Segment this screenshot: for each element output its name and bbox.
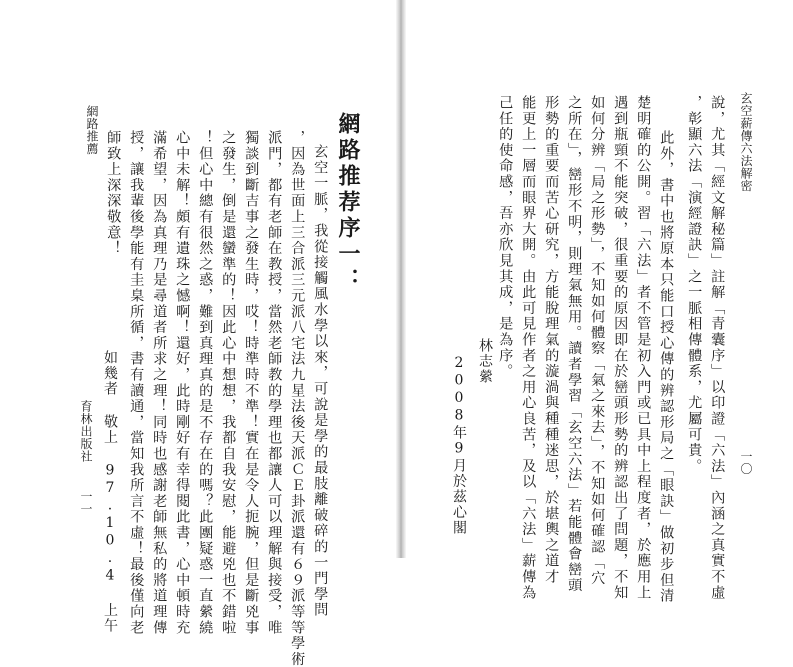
body-column-9: 能更上一層而眼界大開。由此可見作者之用心良苦，及以「六法」薪傳為 <box>520 95 537 601</box>
body-column-2: ，因為世面上三合派三元派八宅法九星法後天派ＣＥ卦派還有６９派等等學術 <box>289 130 306 667</box>
page-number-left: 一一 <box>79 490 93 515</box>
body-column-6: ！但心中總有很然之惑，難到真理真的是不存在的嗎？此團疑惑一直縈繞 <box>197 130 214 636</box>
body-column-4: 獨談到斷吉事之發生時，哎！時準時不準！實在是令人扼腕，但是斷兇事 <box>243 130 260 636</box>
body-column-1: 玄空一脈，我從接觸風水學以來，可說是學的最肢離破碎的一門學問 <box>312 144 329 618</box>
body-column-1: 說，尤其「經文解秘篇」註解「青囊序」以印證「六法」內涵之真實不虛 <box>709 95 726 601</box>
body-column-5: 之發生，倒是還蠻準的！因此心中想想，我都自我安慰，能避兇也不錯啦 <box>220 130 237 636</box>
body-column-8: 形勢的重要而苦心研究，方能脫理氣的漩渦與種種迷思，於堪輿之道才 <box>543 95 560 585</box>
author-signature-name: 林志縈 <box>477 338 493 385</box>
author-signature-date: 2008年9月於茲心閣 <box>451 355 467 536</box>
right-page <box>400 0 793 604</box>
running-header-right: 玄空薪傳六法解密 <box>739 92 753 192</box>
page-heading: 網路推荐序一： <box>335 112 361 294</box>
body-column-9: 授，讓我輩後學能有圭臬所循，書有讀通，當知我所言不虛！最後僅向老 <box>128 130 145 636</box>
body-column-10: 己任的使命感，吾亦欣見其成，是為序。 <box>497 95 514 380</box>
body-column-8: 滿希望，因為真理乃是尋道者所求之理！同時也感謝老師無私的將道理傳 <box>151 130 168 636</box>
running-header-left: 網路推薦 <box>85 105 99 155</box>
body-column-10: 師致上深深敬意！ <box>105 130 122 257</box>
page-number-right: 一〇 <box>739 450 753 475</box>
body-column-7: 心中未解！頗有遺珠之憾啊！還好，此時剛好有幸得閱此書，心中頓時充 <box>174 130 191 636</box>
body-column-5: 遇到瓶頸不能突破，很重要的原因即在於巒頭形勢的辨認出了問題，不知 <box>612 95 629 601</box>
publisher-name: 育林出版社 <box>79 400 93 463</box>
body-column-7: 之所在」，巒形不明，則理氣無用。讀者學習「玄空六法」若能體會巒頭 <box>566 95 583 594</box>
body-column-3: 派門，都有老師在教授，當然老師教的學理也都讓人可以理解與接受，唯 <box>266 130 283 636</box>
body-column-4: 楚明確的公開。習「六法」者不管是初入門或已具中上程度者，於應用上 <box>635 95 652 601</box>
endorser-signature: 如幾者 敬上 97.10.4 上午 <box>102 350 118 634</box>
body-column-6: 如何分辨「局之形勢」，不知如何體察「氣之來去」，不知如何確認「穴 <box>589 95 606 587</box>
body-column-2: ，彰顯六法「演經證訣」之一脈相傳體系，尤屬可貴。 <box>686 95 703 475</box>
body-column-3: 此外，書中也將原本只能口授心傳的辨認形局之「眼訣」做初步但清 <box>658 130 675 604</box>
